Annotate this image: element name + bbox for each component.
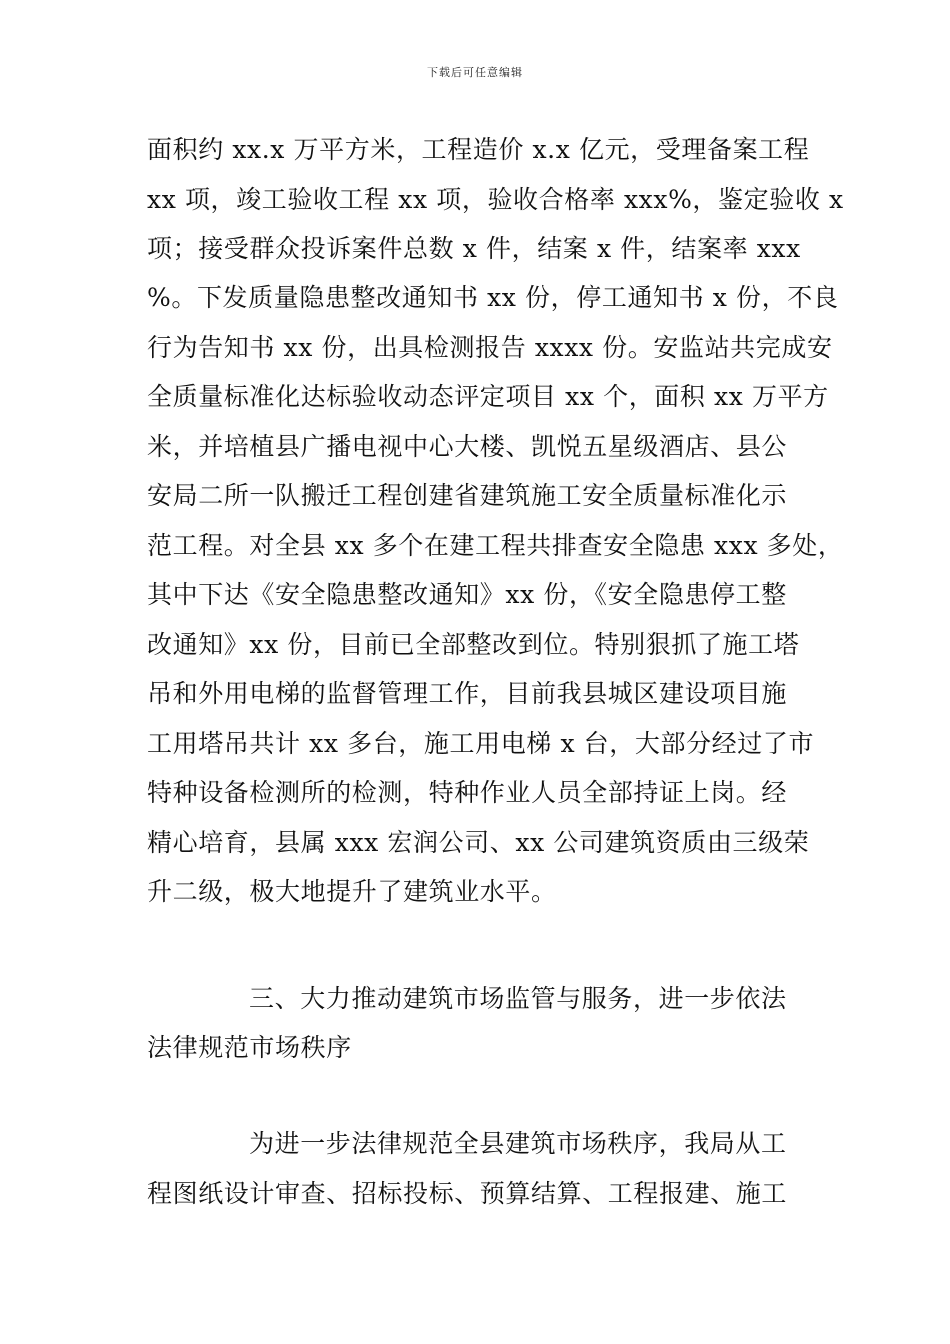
text-line: 特种设备检测所的检测，特种作业人员全部持证上岗。经 xyxy=(147,778,788,807)
text-line: 吊和外用电梯的监督管理工作，目前我县城区建设项目施 xyxy=(147,679,788,708)
text-line: 米，并培植县广播电视中心大楼、凯悦五星级酒店、县公 xyxy=(147,432,788,461)
text-line: 行为告知书 xx 份，出具检测报告 xxxx 份。安监站共完成安 xyxy=(147,333,833,362)
heading-line: 法律规范市场秩序 xyxy=(147,1033,352,1062)
text-line: 面积约 xx.x 万平方米，工程造价 x.x 亿元，受理备案工程 xyxy=(147,135,810,164)
text-line: 全质量标准化达标验收动态评定项目 xx 个，面积 xx 万平方 xyxy=(147,382,829,411)
text-line: 安局二所一队搬迁工程创建省建筑施工安全质量标准化示 xyxy=(147,481,788,510)
text-line: 范工程。对全县 xx 多个在建工程共排查安全隐患 xxx 多处， xyxy=(147,531,844,560)
text-line: 其中下达《安全隐患整改通知》xx 份，《安全隐患停工整 xyxy=(147,580,787,609)
text-line: xx 项，竣工验收工程 xx 项，验收合格率 xxx%，鉴定验收 x xyxy=(147,185,844,214)
page-header: 下载后可任意编辑 xyxy=(427,66,523,79)
text-line: 为进一步法律规范全县建筑市场秩序，我局从工 xyxy=(249,1129,787,1158)
text-line: 工用塔吊共计 xx 多台，施工用电梯 x 台，大部分经过了市 xyxy=(147,729,815,758)
heading-line: 三、大力推动建筑市场监管与服务，进一步依法 xyxy=(249,984,787,1013)
text-line: 升二级，极大地提升了建筑业水平。 xyxy=(147,877,557,906)
text-line: 精心培育，县属 xxx 宏润公司、xx 公司建筑资质由三级荣 xyxy=(147,828,810,857)
text-line: 项；接受群众投诉案件总数 x 件，结案 x 件，结案率 xxx xyxy=(147,234,801,263)
text-line: %。下发质量隐患整改通知书 xx 份，停工通知书 x 份，不良 xyxy=(147,283,839,312)
text-line: 改通知》xx 份，目前已全部整改到位。特别狠抓了施工塔 xyxy=(147,630,800,659)
text-line: 程图纸设计审查、招标投标、预算结算、工程报建、施工 xyxy=(147,1179,788,1208)
